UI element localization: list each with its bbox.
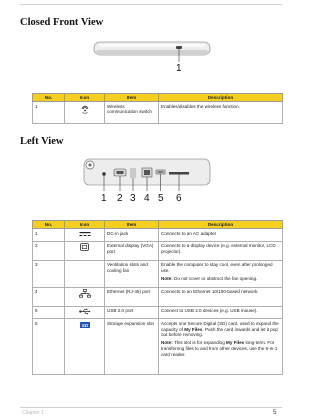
note-text: Do not cover or obstruct the fan opening. [174,275,258,281]
left-view-illustration [76,155,212,217]
callout-left-2: 2 [117,193,123,204]
closed-front-view-illustration [92,38,212,72]
callout-left-4: 4 [144,193,150,204]
callout-front-1: 1 [176,63,182,74]
desc-text: Accepts one Secure Digital (SD) card, used to expand the capacity of [161,320,279,332]
closed-front-view-table [32,93,283,124]
note-emphasis: My Files [226,340,245,346]
row-item: USB 2.0 port [105,306,159,319]
table-row [33,260,283,287]
svg-text:SD: SD [81,322,88,328]
callout-left-3: 3 [130,193,136,204]
row-description [159,260,283,287]
table-row [33,306,283,319]
header-item: Item [105,221,159,229]
row-item: Storage expansion slot [105,319,159,375]
section-title-left: Left View [20,136,64,147]
row-number: 1 [33,102,65,124]
row-item: Ethernet (RJ-45) port [105,287,159,306]
callout-left-5: 5 [158,193,164,204]
row-note [161,340,280,357]
page-number: 5 [273,410,277,416]
table-row [33,102,283,124]
vga-port-icon [80,243,89,251]
callout-left-1: 1 [101,193,107,204]
header-no: No. [33,94,65,102]
header-description: Description [159,94,283,102]
table-header-row [33,221,283,229]
row-item: External display (VGA) port [105,241,159,260]
dc-in-icon [79,231,91,238]
note-text: long-term. For transferring files to and from other devices, use the 5-in-1 card reader. [161,340,278,357]
row-description: Connects to an Ethernet 10/100-based network. [159,287,283,306]
row-description: Connects to an AC adapter [159,229,283,242]
row-number: 1 [33,229,65,242]
header-no: No. [33,221,65,229]
row-description: Connect to USB 2.0 devices (e.g. USB mouse). [159,306,283,319]
row-number: 4 [33,287,65,306]
row-item: Ventilation slots and cooling fan [105,260,159,287]
row-item: DC-in jack [105,229,159,242]
note-text: This slot is for expanding [173,340,227,346]
row-description-text: Enable the computer to stay cool, even after prolonged use. [161,262,273,273]
sd-card-icon [79,321,91,329]
table-row [33,287,283,306]
header-icon: Icon [65,94,105,102]
table-header-row [33,94,283,102]
table-row [33,319,283,375]
row-description: Enables/disables the wireless function. [159,102,283,124]
table-row [33,229,283,242]
usb-port-icon [79,308,91,315]
table-row [33,241,283,260]
row-number: 3 [33,260,65,287]
header-item: Item [105,94,159,102]
row-item: Wireless communication switch [105,102,159,124]
header-description: Description [159,221,283,229]
section-title-front: Closed Front View [20,17,104,28]
row-number: 6 [33,319,65,375]
note-label: Note: [161,340,173,346]
row-description [159,319,283,375]
row-description-text [161,321,280,338]
row-number: 2 [33,241,65,260]
callout-left-6: 6 [176,193,182,204]
top-rule [20,4,282,5]
footer-chapter: Chapter 1 [22,410,44,416]
row-note [161,276,280,282]
left-view-table [32,220,283,375]
desc-text: . Push the card inwards and let it pop out before removing. [161,326,278,338]
row-description: Connects to a display device (e.g. external monitor, LCD projector). [159,241,283,260]
header-icon: Icon [65,221,105,229]
wireless-switch-icon [80,104,90,114]
desc-emphasis: My Files [184,326,203,332]
bottom-rule [20,407,282,408]
row-number: 5 [33,306,65,319]
note-label: Note: [161,275,173,281]
ethernet-port-icon [79,289,91,298]
